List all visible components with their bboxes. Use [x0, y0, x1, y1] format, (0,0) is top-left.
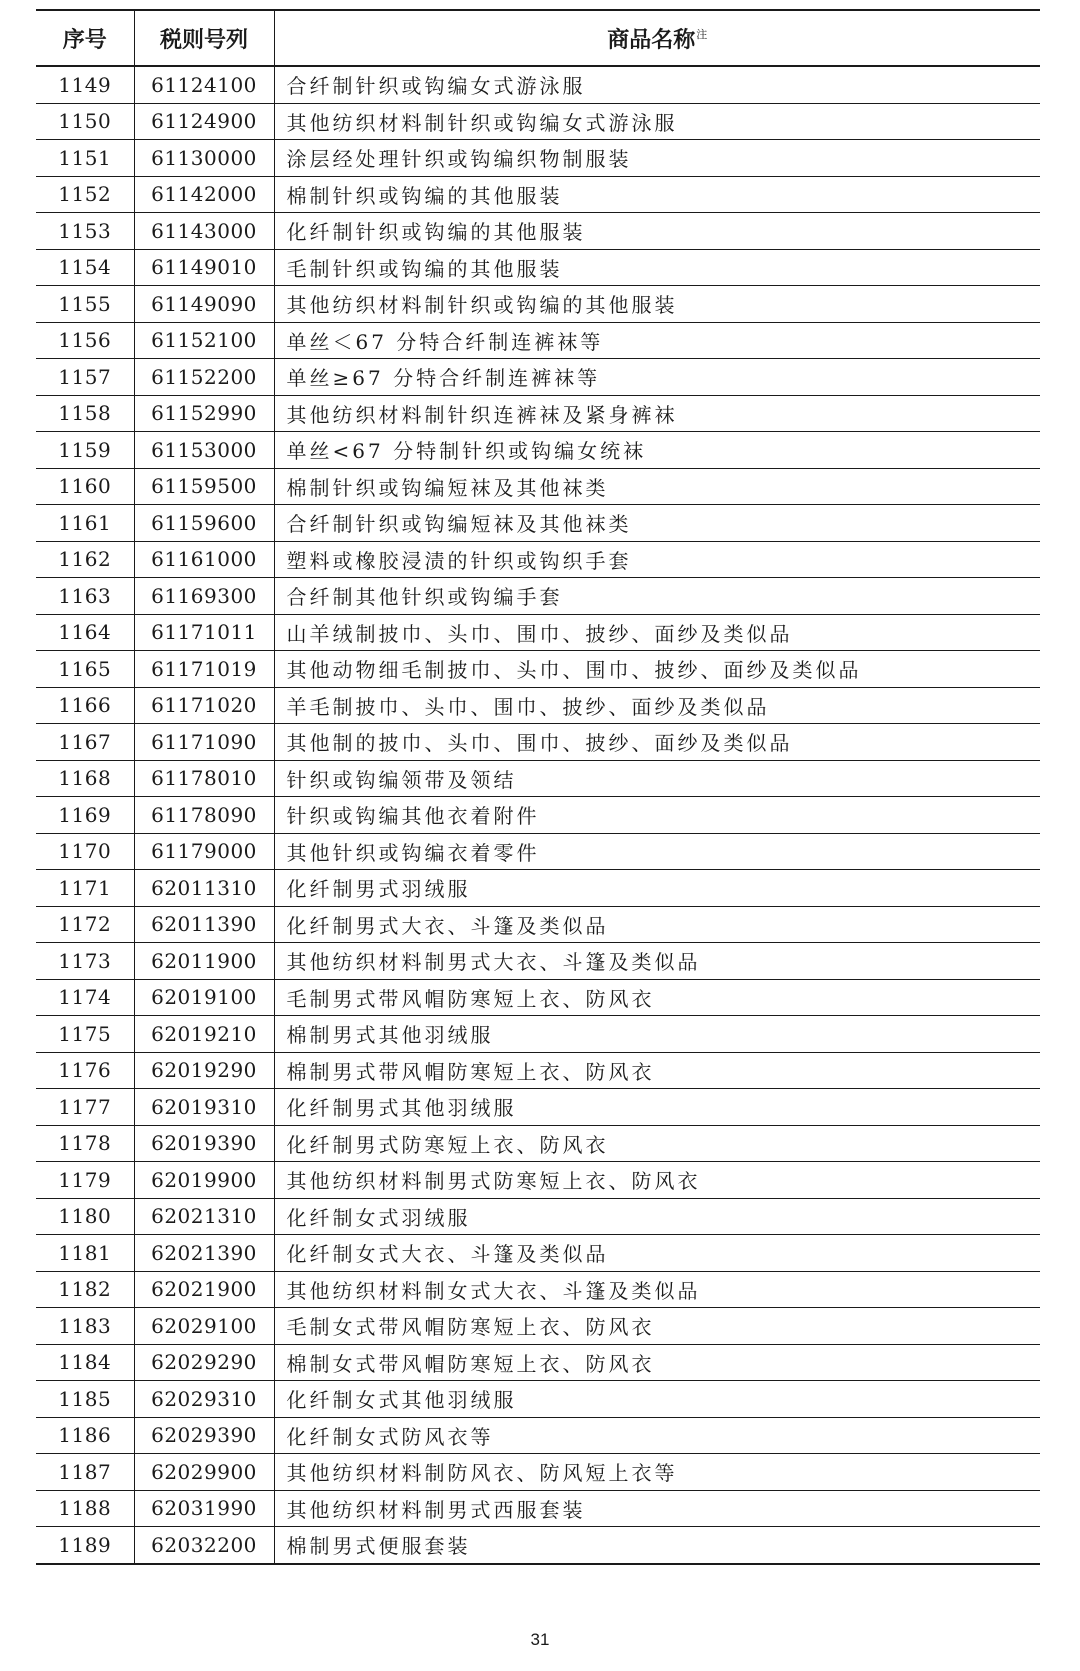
product-name-cell: 棉制男式带风帽防寒短上衣、防风衣	[274, 1052, 1040, 1089]
table-row	[36, 1089, 1040, 1126]
table-row	[36, 1271, 1040, 1308]
product-name-cell: 针织或钩编领带及领结	[274, 760, 1040, 797]
table-body	[36, 66, 1040, 1564]
tariff-code-cell: 62019210	[134, 1016, 274, 1053]
product-name-cell: 合纤制针织或钩编女式游泳服	[274, 66, 1040, 103]
tariff-code-cell: 61124900	[134, 103, 274, 140]
product-name-cell: 化纤制男式其他羽绒服	[274, 1089, 1040, 1126]
serial-number-cell: 1165	[36, 651, 134, 688]
product-name-cell: 合纤制其他针织或钩编手套	[274, 578, 1040, 615]
table-row	[36, 1344, 1040, 1381]
serial-number-cell: 1169	[36, 797, 134, 834]
table-header	[36, 10, 1040, 66]
serial-number-cell: 1150	[36, 103, 134, 140]
tariff-code-cell: 62029310	[134, 1381, 274, 1418]
serial-number-cell: 1175	[36, 1016, 134, 1053]
tariff-code-cell: 61153000	[134, 432, 274, 469]
serial-number-cell: 1163	[36, 578, 134, 615]
tariff-code-cell: 62019290	[134, 1052, 274, 1089]
tariff-code-cell: 62032200	[134, 1527, 274, 1564]
serial-number-cell: 1154	[36, 249, 134, 286]
tariff-code-cell: 62011900	[134, 943, 274, 980]
table-row	[36, 1308, 1040, 1345]
product-name-cell: 其他纺织材料制针织连裤袜及紧身裤袜	[274, 395, 1040, 432]
product-name-cell: 山羊绒制披巾、头巾、围巾、披纱、面纱及类似品	[274, 614, 1040, 651]
tariff-code-cell: 61161000	[134, 541, 274, 578]
serial-number-cell: 1172	[36, 906, 134, 943]
table-row	[36, 103, 1040, 140]
serial-number-cell: 1185	[36, 1381, 134, 1418]
table-row	[36, 66, 1040, 103]
tariff-code-cell: 61143000	[134, 213, 274, 250]
product-name-cell: 棉制女式带风帽防寒短上衣、防风衣	[274, 1344, 1040, 1381]
serial-number-cell: 1158	[36, 395, 134, 432]
serial-number-cell: 1164	[36, 614, 134, 651]
table-row	[36, 286, 1040, 323]
serial-number-cell: 1159	[36, 432, 134, 469]
serial-number-cell: 1162	[36, 541, 134, 578]
table-row	[36, 760, 1040, 797]
product-name-cell: 化纤制男式防寒短上衣、防风衣	[274, 1125, 1040, 1162]
serial-number-cell: 1167	[36, 724, 134, 761]
tariff-code-cell: 62021900	[134, 1271, 274, 1308]
tariff-code-cell: 61178090	[134, 797, 274, 834]
table-row	[36, 176, 1040, 213]
product-name-cell: 其他纺织材料制男式防寒短上衣、防风衣	[274, 1162, 1040, 1199]
serial-number-cell: 1184	[36, 1344, 134, 1381]
product-name-cell: 单丝<67 分特制针织或钩编女统袜	[274, 432, 1040, 469]
tariff-code-cell: 61159500	[134, 468, 274, 505]
table-row	[36, 359, 1040, 396]
product-name-cell: 化纤制女式其他羽绒服	[274, 1381, 1040, 1418]
product-name-cell: 其他纺织材料制针织或钩编女式游泳服	[274, 103, 1040, 140]
product-name-cell: 毛制女式带风帽防寒短上衣、防风衣	[274, 1308, 1040, 1345]
product-name-cell: 其他制的披巾、头巾、围巾、披纱、面纱及类似品	[274, 724, 1040, 761]
product-name-cell: 单丝≥67 分特合纤制连裤袜等	[274, 359, 1040, 396]
serial-number-cell: 1188	[36, 1490, 134, 1527]
product-name-cell: 其他纺织材料制男式西服套装	[274, 1490, 1040, 1527]
serial-number-cell: 1182	[36, 1271, 134, 1308]
table-row	[36, 1198, 1040, 1235]
product-name-cell: 单丝＜67 分特合纤制连裤袜等	[274, 322, 1040, 359]
table-row	[36, 906, 1040, 943]
table-row	[36, 140, 1040, 177]
table-row	[36, 213, 1040, 250]
table-row	[36, 870, 1040, 907]
table-row	[36, 1016, 1040, 1053]
product-name-cell: 其他针织或钩编衣着零件	[274, 833, 1040, 870]
table-row	[36, 505, 1040, 542]
tariff-code-cell: 61152100	[134, 322, 274, 359]
serial-number-cell: 1170	[36, 833, 134, 870]
header-note-mark: 注	[696, 28, 708, 42]
serial-number-cell: 1156	[36, 322, 134, 359]
serial-number-cell: 1176	[36, 1052, 134, 1089]
product-name-cell: 棉制针织或钩编短袜及其他袜类	[274, 468, 1040, 505]
table-row	[36, 724, 1040, 761]
product-name-cell: 塑料或橡胶浸渍的针织或钩织手套	[274, 541, 1040, 578]
product-name-cell: 棉制男式其他羽绒服	[274, 1016, 1040, 1053]
tariff-code-cell: 62019310	[134, 1089, 274, 1126]
table-row	[36, 249, 1040, 286]
table-row	[36, 1527, 1040, 1564]
table-row	[36, 797, 1040, 834]
product-name-cell: 化纤制女式大衣、斗篷及类似品	[274, 1235, 1040, 1272]
tariff-code-cell: 61169300	[134, 578, 274, 615]
table-row	[36, 979, 1040, 1016]
tariff-code-cell: 61171090	[134, 724, 274, 761]
table-row	[36, 1162, 1040, 1199]
tariff-code-cell: 61159600	[134, 505, 274, 542]
tariff-code-cell: 62011310	[134, 870, 274, 907]
tariff-code-cell: 61142000	[134, 176, 274, 213]
tariff-code-cell: 61179000	[134, 833, 274, 870]
product-name-cell: 其他纺织材料制针织或钩编的其他服装	[274, 286, 1040, 323]
product-name-cell: 羊毛制披巾、头巾、围巾、披纱、面纱及类似品	[274, 687, 1040, 724]
serial-number-cell: 1149	[36, 66, 134, 103]
table-row	[36, 1381, 1040, 1418]
page-number: 31	[530, 1630, 550, 1649]
table-row	[36, 1454, 1040, 1491]
tariff-code-cell: 62029390	[134, 1417, 274, 1454]
header-product-name-label: 商品名称	[607, 27, 696, 53]
product-name-cell: 化纤制针织或钩编的其他服装	[274, 213, 1040, 250]
table-row	[36, 468, 1040, 505]
serial-number-cell: 1186	[36, 1417, 134, 1454]
product-name-cell: 化纤制女式羽绒服	[274, 1198, 1040, 1235]
tariff-code-cell: 61152200	[134, 359, 274, 396]
serial-number-cell: 1157	[36, 359, 134, 396]
table-row	[36, 1417, 1040, 1454]
table-row	[36, 432, 1040, 469]
product-name-cell: 化纤制男式大衣、斗篷及类似品	[274, 906, 1040, 943]
header-serial-number: 序号	[36, 10, 134, 66]
table-row	[36, 943, 1040, 980]
tariff-code-cell: 61130000	[134, 140, 274, 177]
serial-number-cell: 1178	[36, 1125, 134, 1162]
serial-number-cell: 1187	[36, 1454, 134, 1491]
table-row	[36, 578, 1040, 615]
tariff-code-cell: 62021390	[134, 1235, 274, 1272]
serial-number-cell: 1189	[36, 1527, 134, 1564]
product-name-cell: 合纤制针织或钩编短袜及其他袜类	[274, 505, 1040, 542]
serial-number-cell: 1152	[36, 176, 134, 213]
product-name-cell: 棉制男式便服套装	[274, 1527, 1040, 1564]
table-row	[36, 395, 1040, 432]
table-row	[36, 322, 1040, 359]
serial-number-cell: 1180	[36, 1198, 134, 1235]
serial-number-cell: 1155	[36, 286, 134, 323]
table-row	[36, 1235, 1040, 1272]
table-row	[36, 614, 1040, 651]
serial-number-cell: 1173	[36, 943, 134, 980]
serial-number-cell: 1151	[36, 140, 134, 177]
tariff-code-cell: 61171011	[134, 614, 274, 651]
table-row	[36, 1490, 1040, 1527]
tariff-code-cell: 62029290	[134, 1344, 274, 1381]
tariff-code-cell: 61171019	[134, 651, 274, 688]
serial-number-cell: 1183	[36, 1308, 134, 1345]
product-name-cell: 其他纺织材料制防风衣、防风短上衣等	[274, 1454, 1040, 1491]
product-name-cell: 化纤制男式羽绒服	[274, 870, 1040, 907]
tariff-code-cell: 61152990	[134, 395, 274, 432]
product-name-cell: 其他纺织材料制男式大衣、斗篷及类似品	[274, 943, 1040, 980]
tariff-code-cell: 62019100	[134, 979, 274, 1016]
header-row	[36, 10, 1040, 66]
serial-number-cell: 1166	[36, 687, 134, 724]
header-product-name	[274, 10, 1040, 66]
header-tariff-code: 税则号列	[134, 10, 274, 66]
tariff-table	[36, 9, 1040, 1565]
serial-number-cell: 1174	[36, 979, 134, 1016]
tariff-code-cell: 62011390	[134, 906, 274, 943]
serial-number-cell: 1179	[36, 1162, 134, 1199]
table-row	[36, 1052, 1040, 1089]
product-name-cell: 毛制男式带风帽防寒短上衣、防风衣	[274, 979, 1040, 1016]
tariff-code-cell: 61178010	[134, 760, 274, 797]
serial-number-cell: 1160	[36, 468, 134, 505]
table-row	[36, 541, 1040, 578]
table-row	[36, 1125, 1040, 1162]
table-row	[36, 651, 1040, 688]
table-row	[36, 833, 1040, 870]
tariff-code-cell: 62019390	[134, 1125, 274, 1162]
product-name-cell: 其他动物细毛制披巾、头巾、围巾、披纱、面纱及类似品	[274, 651, 1040, 688]
serial-number-cell: 1171	[36, 870, 134, 907]
tariff-code-cell: 61149090	[134, 286, 274, 323]
tariff-code-cell: 62021310	[134, 1198, 274, 1235]
tariff-code-cell: 61124100	[134, 66, 274, 103]
product-name-cell: 棉制针织或钩编的其他服装	[274, 176, 1040, 213]
product-name-cell: 其他纺织材料制女式大衣、斗篷及类似品	[274, 1271, 1040, 1308]
tariff-code-cell: 62031990	[134, 1490, 274, 1527]
tariff-code-cell: 61171020	[134, 687, 274, 724]
serial-number-cell: 1181	[36, 1235, 134, 1272]
product-name-cell: 化纤制女式防风衣等	[274, 1417, 1040, 1454]
tariff-code-cell: 61149010	[134, 249, 274, 286]
serial-number-cell: 1177	[36, 1089, 134, 1126]
product-name-cell: 涂层经处理针织或钩编织物制服装	[274, 140, 1040, 177]
serial-number-cell: 1168	[36, 760, 134, 797]
product-name-cell: 针织或钩编其他衣着附件	[274, 797, 1040, 834]
tariff-code-cell: 62029900	[134, 1454, 274, 1491]
product-name-cell: 毛制针织或钩编的其他服装	[274, 249, 1040, 286]
tariff-code-cell: 62029100	[134, 1308, 274, 1345]
serial-number-cell: 1153	[36, 213, 134, 250]
table-row	[36, 687, 1040, 724]
serial-number-cell: 1161	[36, 505, 134, 542]
tariff-code-cell: 62019900	[134, 1162, 274, 1199]
